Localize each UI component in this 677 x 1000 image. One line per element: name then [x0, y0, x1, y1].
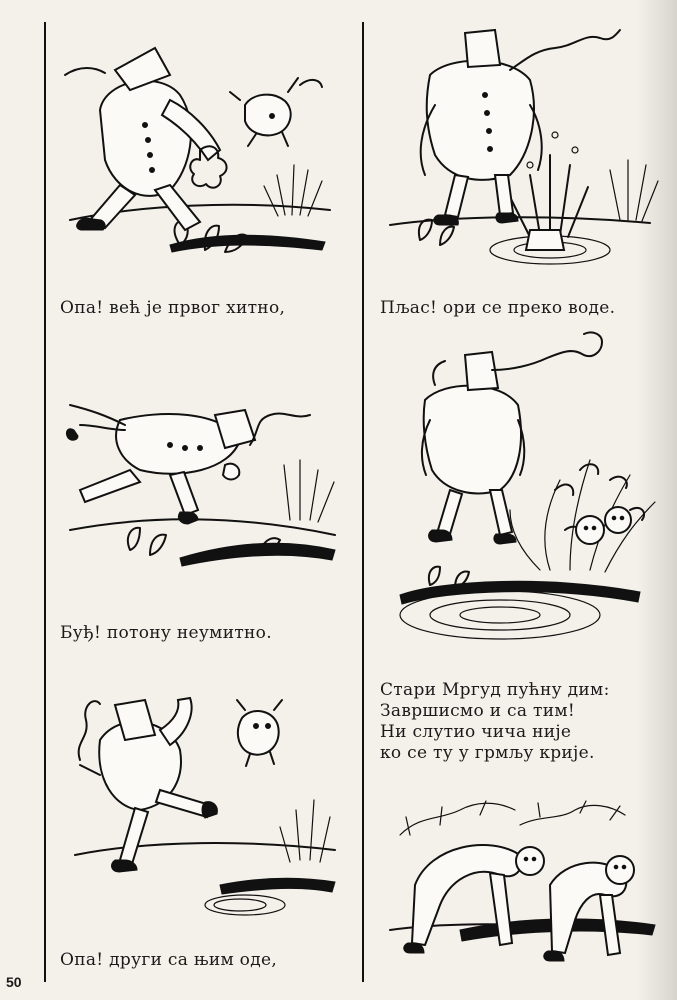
caption-left-3: Опа! други са њим оде, — [60, 950, 278, 970]
illustration-two-boys-bending — [380, 795, 665, 980]
illustration-man-falling — [60, 390, 345, 595]
page-number: 50 — [6, 974, 22, 990]
illustration-boys-hiding-in-bush — [380, 330, 665, 650]
caption-right-1: Пљас! ори се преко воде. — [380, 298, 616, 318]
illustration-man-kicking — [60, 680, 345, 930]
caption-right-2: Стари Мргуд пућну дим: Завршисмо и са тим! Ни слутио чича није ко се ту у грмљу крије. — [380, 680, 610, 763]
column-divider-rule — [362, 22, 364, 982]
illustration-splash-in-pond — [380, 25, 660, 275]
left-margin-rule — [44, 22, 46, 982]
caption-left-1: Опа! већ је првог хитно, — [60, 298, 286, 318]
caption-left-2: Буђ! потону неумитно. — [60, 623, 272, 643]
illustration-man-throwing-puppy — [60, 30, 340, 270]
